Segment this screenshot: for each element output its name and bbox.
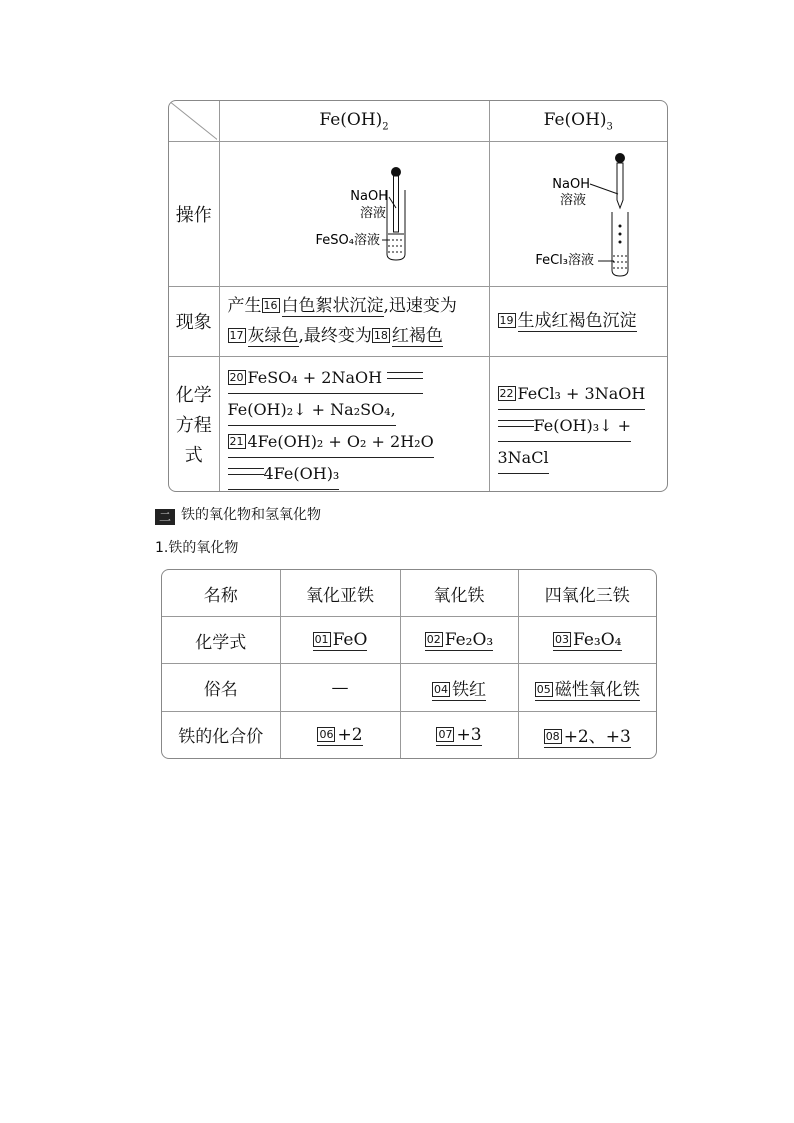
table-cell: 06 +2: [280, 711, 400, 758]
test-tube-dropper-illustration: [220, 142, 490, 282]
header-fe3o4: 四氧化三铁: [518, 570, 656, 617]
naoh-label: NaOH: [349, 188, 388, 204]
table-cell: 08 +2、+3: [518, 711, 656, 758]
section-number-icon: 二: [155, 509, 175, 525]
row-label-formula: 化学式: [162, 617, 280, 664]
fecl3-label: FeCl₃溶液: [534, 252, 594, 268]
phenomenon-feoh3: 19 生成红褐色沉淀: [489, 286, 667, 356]
header-fe2o3: 氧化铁: [400, 570, 518, 617]
section-title: 铁的氧化物和氢氧化物: [181, 507, 321, 523]
header-feoh2: $Fe(OH)_2$: [219, 101, 489, 141]
row-label-valence: 铁的化合价: [162, 711, 280, 758]
diagonal-line: [169, 101, 217, 141]
table-cell: 05 磁性氧化铁: [518, 664, 656, 711]
phenomenon-feoh2: 产生 16 白色絮状沉淀,迅速变为 17 灰绿色,最终变为 18 红褐色: [219, 286, 489, 356]
subsection-heading: 1.铁的氧化物: [155, 540, 239, 556]
table-cell: 03 Fe₃O₄: [518, 617, 656, 664]
table-cell: —: [280, 664, 400, 711]
table-cell: 02 Fe₂O₃: [400, 617, 518, 664]
row-label-equation: 化学 方程 式: [169, 356, 219, 492]
row-label-phenomenon: 现象: [169, 286, 219, 356]
row-label-operation: 操作: [169, 141, 219, 286]
feso4-label: FeSO₄溶液: [315, 232, 380, 248]
equation-feoh2: 20 FeSO₄ + 2NaOH Fe(OH)₂↓ + Na₂SO₄, 21 4Fe(OH)₂ + O₂ + 2H₂O 4Fe(OH)₃: [219, 356, 489, 492]
solution-label-2: 溶液: [559, 192, 586, 208]
table-cell: 07 +3: [400, 711, 518, 758]
hydroxide-table: [168, 100, 668, 492]
equation-feoh3: 22 FeCl₃ + 3NaOH Fe(OH)₃↓ + 3NaCl: [489, 356, 667, 492]
header-feo: 氧化亚铁: [280, 570, 400, 617]
section-heading: [155, 504, 321, 525]
row-label-common-name: 俗名: [162, 664, 280, 711]
header-name: 名称: [162, 570, 280, 617]
diagram-feoh2: [219, 141, 489, 286]
oxide-table: [161, 569, 657, 759]
corner-cell: [169, 101, 219, 141]
table-cell: 04 铁红: [400, 664, 518, 711]
diagram-feoh3: [489, 141, 667, 286]
table-cell: 01 FeO: [280, 617, 400, 664]
solution-label: 溶液: [359, 205, 386, 221]
header-feoh3: $Fe(OH)_3$: [489, 101, 667, 141]
test-tube-dropper-illustration-2: [490, 142, 668, 282]
naoh-label-2: NaOH: [551, 176, 590, 192]
